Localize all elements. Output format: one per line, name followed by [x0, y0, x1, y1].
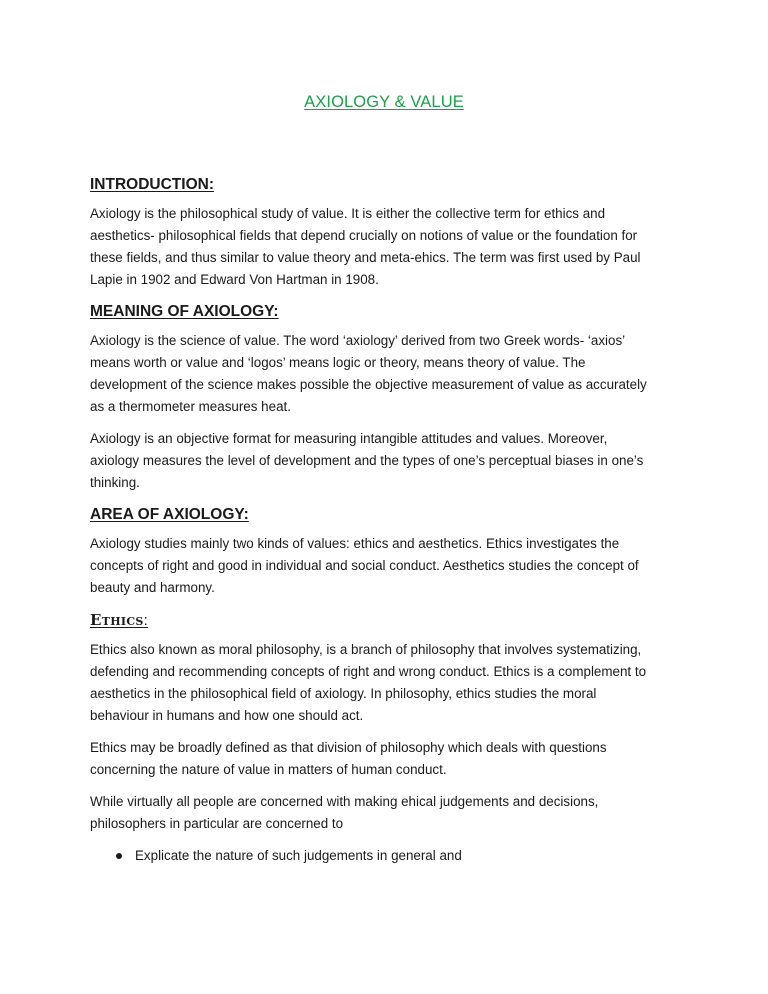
section-meaning	[90, 301, 690, 494]
paragraph-meaning-2: Axiology is an objective format for measuring intangible attitudes and values. Moreover, axiology measures the level of development and the types of one’s perceptual biases in one’s thinking.	[90, 431, 644, 490]
paragraph-ethics-3: While virtually all people are concerned with making ehical judgements and decisions, philosophers in particular are concerned to	[90, 794, 599, 831]
section-area	[90, 504, 690, 599]
page-title: AXIOLOGY & VALUE	[304, 93, 464, 111]
paragraph-ethics-1: Ethics also known as moral philosophy, is a branch of philosophy that involves systematizing, defending and recommending concepts of right and wrong conduct. Ethics is a complement to aesthetics in the philosophical field of axiology. In philosophy, ethics studies the moral behaviour in humans and how one should act.	[90, 642, 647, 723]
heading-introduction: INTRODUCTION:	[90, 176, 214, 193]
heading-area: AREA OF AXIOLOGY:	[90, 506, 249, 523]
heading-meaning: MEANING OF AXIOLOGY:	[90, 303, 279, 320]
paragraph-ethics-2: Ethics may be broadly defined as that division of philosophy which deals with questions concerning the nature of value in matters of human conduct.	[90, 740, 607, 777]
heading-ethics-word: Ethics	[90, 611, 144, 629]
bullet-icon	[116, 853, 122, 859]
ethics-bullet-list	[90, 845, 690, 867]
list-item	[90, 845, 690, 867]
list-item-text: Explicate the nature of such judgements in general and	[135, 848, 462, 863]
heading-ethics-colon: :	[143, 612, 149, 629]
paragraph-area: Axiology studies mainly two kinds of values: ethics and aesthetics. Ethics investigates the concepts of right and good in individual and social conduct. Aesthetics studies the concept of beauty and harmony.	[90, 536, 639, 595]
heading-ethics	[90, 609, 690, 632]
document-body	[90, 174, 690, 867]
paragraph-meaning-1: Axiology is the science of value. The word ‘axiology’ derived from two Greek words- ‘axios’ means worth or value and ‘logos’ means logic or theory, means theory of value. The development of the science makes possible the objective measurement of value as accurately as a thermometer measures heat.	[90, 333, 647, 414]
section-ethics	[90, 609, 690, 867]
section-introduction	[90, 174, 690, 291]
paragraph-introduction: Axiology is the philosophical study of value. It is either the collective term for ethics and aesthetics- philosophical fields that depend crucially on notions of value or the foundation for these fields, and thus similar to value theory and meta-ehics. The term was first used by Paul Lapie in 1902 and Edward Von Hartman in 1908.	[90, 206, 641, 287]
